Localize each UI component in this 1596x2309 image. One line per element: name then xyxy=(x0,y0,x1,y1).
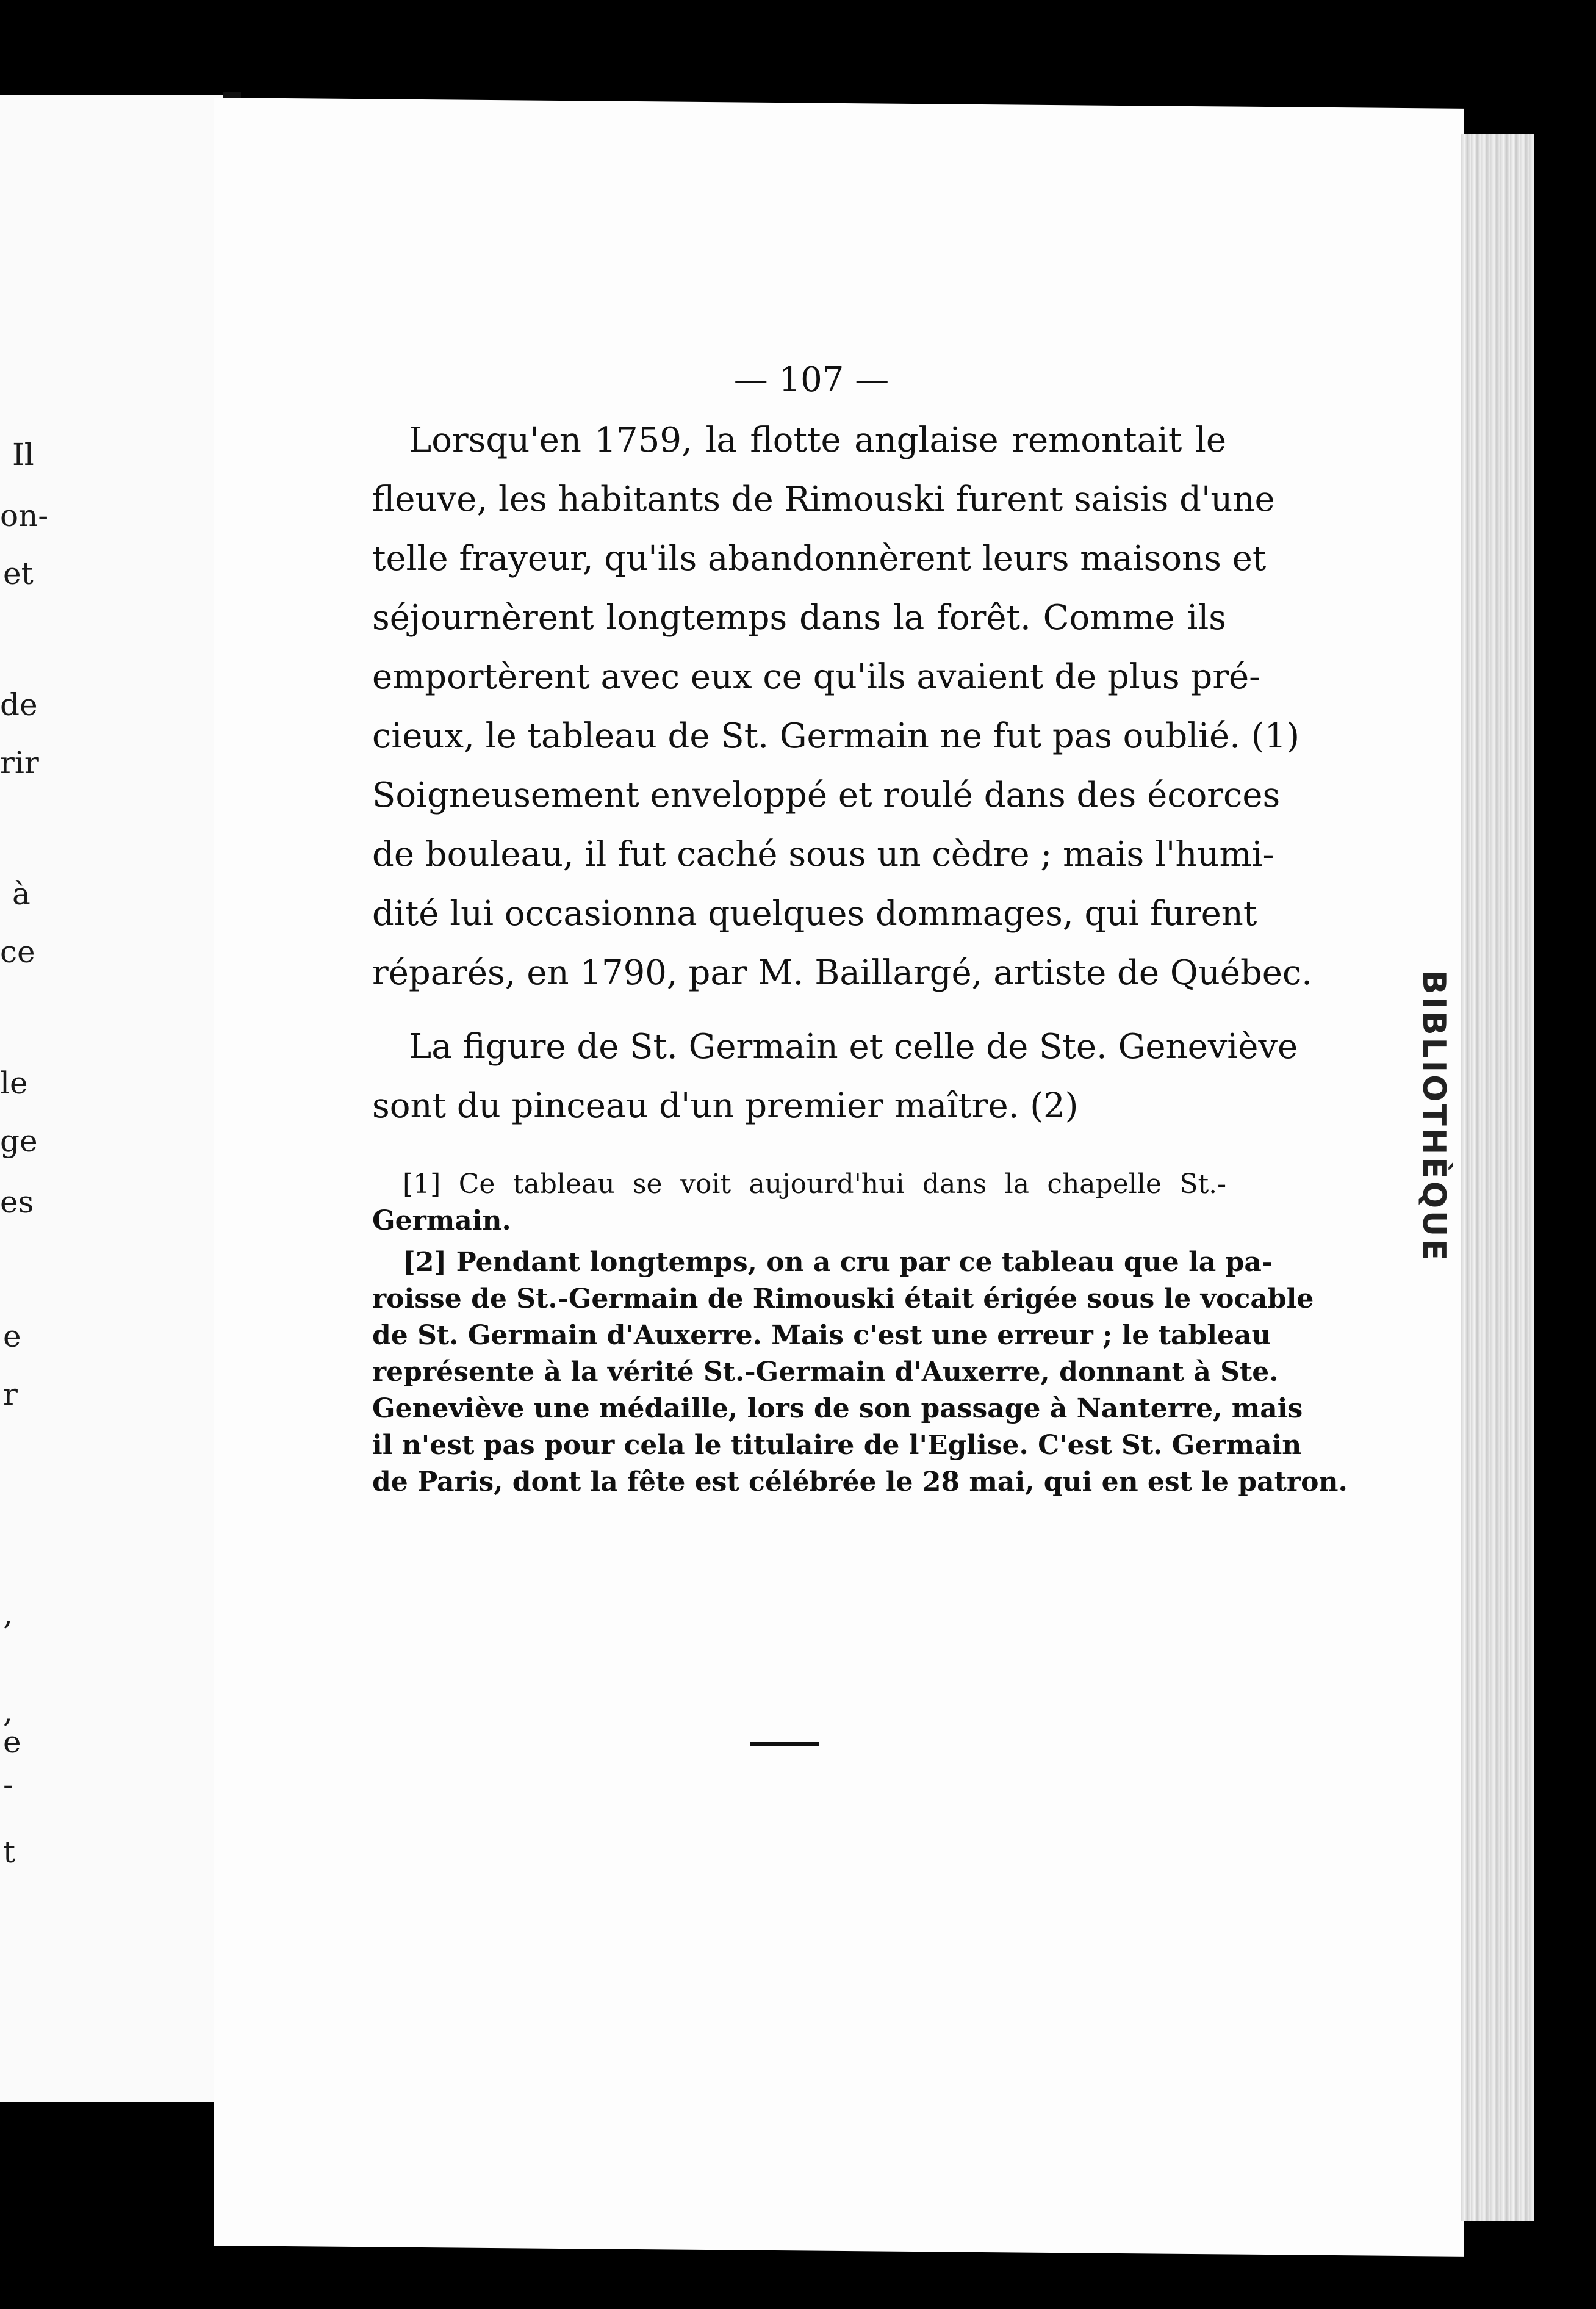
footnote-line: [2] Pendant longtemps, on a cru par ce tableau que la pa- xyxy=(403,1247,1273,1278)
text-line: emportèrent avec eux ce qu'ils avaient de plus pré- xyxy=(372,657,1261,697)
page-text xyxy=(372,360,1348,1505)
page-number: — 107 — xyxy=(733,360,890,400)
left-page-fragment: ge xyxy=(0,1123,38,1159)
left-page-fragment: et xyxy=(3,556,34,591)
left-page-fragment: t xyxy=(3,1834,16,1870)
footnote-2 xyxy=(372,1244,1348,1500)
left-facing-page xyxy=(0,95,223,2102)
footnote-line: roisse de St.-Germain de Rimouski était érigée sous le vocable xyxy=(372,1283,1314,1314)
paragraph-1 xyxy=(372,411,1313,1003)
left-page-fragment: de xyxy=(0,687,38,722)
text-line: La figure de St. Germain et celle de Ste. Geneviève xyxy=(409,1027,1298,1067)
left-page-fragment: es xyxy=(0,1184,34,1220)
left-page-fragment: on- xyxy=(0,498,49,533)
footnote-line: de St. Germain d'Auxerre. Mais c'est une erreur ; le tableau xyxy=(372,1320,1271,1351)
text-line: Lorsqu'en 1759, la flotte anglaise remontait le xyxy=(409,420,1226,460)
page-edges xyxy=(1461,134,1534,2221)
left-page-fragment: rir xyxy=(0,745,39,780)
text-line: Soigneusement enveloppé et roulé dans des écorces xyxy=(372,776,1281,815)
left-page-fragment: le xyxy=(0,1065,28,1101)
left-page-fragment: Il xyxy=(12,437,34,472)
footnote-line: représente à la vérité St.-Germain d'Auxerre, donnant à Ste. xyxy=(372,1356,1279,1388)
footnote-line: Geneviève une médaille, lors de son passage à Nanterre, mais xyxy=(372,1393,1303,1424)
footnote-line: [1] Ce tableau se voit aujourd'hui dans la chapelle St.- xyxy=(403,1169,1226,1200)
left-page-fragment: , xyxy=(3,1596,13,1632)
text-line: réparés, en 1790, par M. Baillargé, artiste de Québec. xyxy=(372,953,1313,993)
text-line: cieux, le tableau de St. Germain ne fut pas oublié. (1) xyxy=(372,716,1300,756)
library-stamp: BIBLIOTHÈQUE xyxy=(1415,970,1452,1263)
footnotes xyxy=(372,1166,1348,1500)
text-line: fleuve, les habitants de Rimouski furent saisis d'une xyxy=(372,480,1275,519)
text-line: de bouleau, il fut caché sous un cèdre ; mais l'humi- xyxy=(372,835,1274,874)
left-page-fragment: e xyxy=(3,1724,21,1760)
footnote-line: de Paris, dont la fête est célébrée le 28 mai, qui en est le patron. xyxy=(372,1466,1348,1497)
footnote-line: il n'est pas pour cela le titulaire de l'Eglise. C'est St. Germain xyxy=(372,1430,1302,1461)
paragraph-2 xyxy=(372,1017,1298,1136)
left-page-fragment: , xyxy=(3,1694,13,1729)
text-line: dité lui occasionna quelques dommages, qui furent xyxy=(372,894,1257,934)
left-page-fragment: ce xyxy=(0,934,35,970)
text-line: séjournèrent longtemps dans la forêt. Comme ils xyxy=(372,598,1226,638)
text-line: telle frayeur, qu'ils abandonnèrent leurs maisons et xyxy=(372,539,1267,578)
left-page-fragment: à xyxy=(12,876,31,912)
left-page-fragment: e xyxy=(3,1319,21,1354)
left-page-fragment: r xyxy=(3,1377,18,1412)
left-page-fragment: - xyxy=(3,1767,13,1803)
footnote-line: Germain. xyxy=(372,1205,511,1236)
end-rule xyxy=(750,1742,819,1746)
text-line: sont du pinceau d'un premier maître. (2) xyxy=(372,1086,1079,1126)
footnote-1 xyxy=(372,1166,1226,1239)
